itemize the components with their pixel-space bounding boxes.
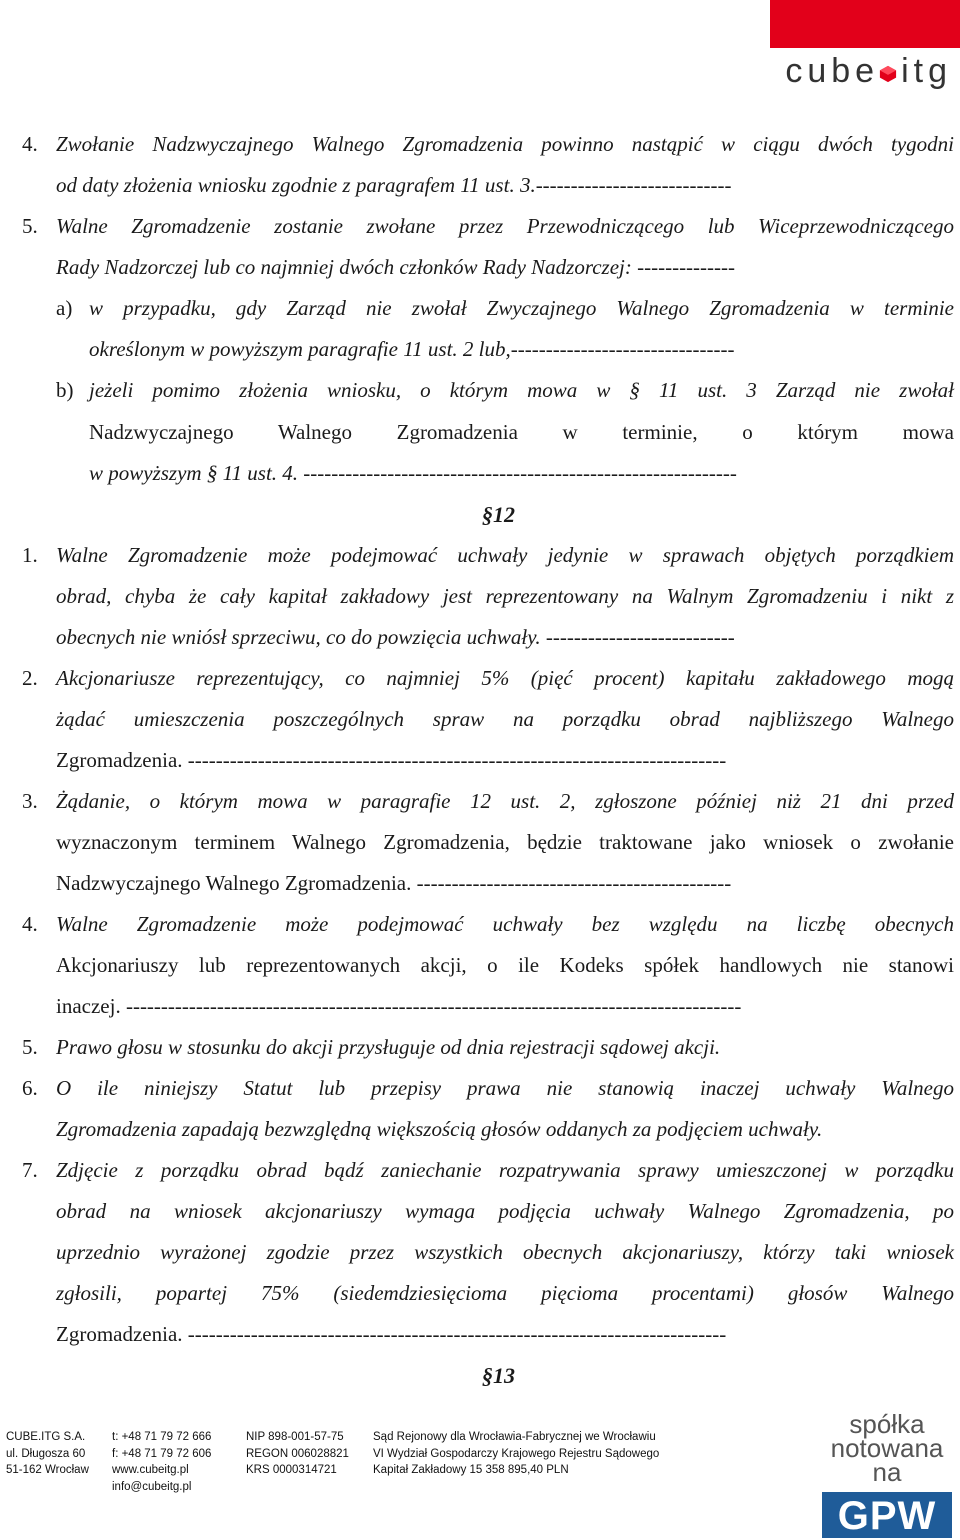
paragraph-line: żądać umieszczenia poszczególnych spraw na porządku obrad najbliższego Walnego [56, 707, 954, 731]
paragraph-line: Rady Nadzorczej lub co najmniej dwóch członków Rady Nadzorczej: -------------- [56, 255, 736, 279]
footer-contact [112, 1429, 211, 1495]
gpw-logo: GPW [822, 1492, 952, 1538]
gpw-line-1: spółka [849, 1409, 925, 1439]
gpw-line-2: notowana na [830, 1433, 944, 1487]
logo-text-left: cube [785, 52, 880, 90]
paragraph-line: Zwołanie Nadzwyczajnego Walnego Zgromadzenia powinno nastąpić w ciągu dwóch tygodni [56, 132, 954, 156]
footer-registry [246, 1429, 349, 1479]
footer-text: Kapitał Zakładowy 15 358 895,40 PLN [373, 1464, 569, 1476]
paragraph-line: uprzednio wyrażonej zgodzie przez wszystkich obecnych akcjonariuszy, którzy taki wniosek [56, 1240, 954, 1264]
paragraph-line: Walne Zgromadzenie zostanie zwołane przez Przewodniczącego lub Wiceprzewodniczącego [56, 214, 954, 238]
section-heading-13: §13 [482, 1363, 515, 1388]
paragraph-line: określonym w powyższym paragrafie 11 ust. 2 lub,-------------------------------- [89, 337, 735, 361]
item-number: 2. [22, 666, 38, 690]
footer-text: VI Wydział Gospodarczy Krajowego Rejestru Sądowego [373, 1447, 660, 1460]
paragraph-line: w przypadku, gdy Zarząd nie zwołał Zwyczajnego Walnego Zgromadzenia w terminie [89, 296, 954, 320]
item-number: 1. [22, 543, 38, 567]
footer-text: Sąd Rejonowy dla Wrocławia-Fabrycznej we Wrocławiu [373, 1431, 656, 1443]
paragraph-line: Nadzwyczajnego Walnego Zgromadzenia. --------------------------------------------- [56, 871, 732, 895]
cubeitg-logo [785, 52, 952, 91]
paragraph-line: obrad na wniosek akcjonariuszy wymaga podjęcia uchwały Walnego Zgromadzenia, po [56, 1199, 954, 1223]
paragraph-line: Nadzwyczajnego Walnego Zgromadzenia w terminie, o którym mowa [89, 420, 954, 444]
item-number: 5. [22, 214, 38, 238]
footer-text: CUBE.ITG S.A. [6, 1431, 86, 1443]
paragraph-line: inaczej. ---------------------------------------------------------------------------------------- [56, 994, 742, 1018]
item-number: 5. [22, 1035, 38, 1059]
paragraph-line: Zgromadzenia zapadają bezwzględną większością głosów oddanych za podjęciem uchwały. [56, 1117, 823, 1141]
paragraph-line: Walne Zgromadzenie może podejmować uchwały bez względu na liczbę obecnych [56, 912, 954, 936]
paragraph-line: od daty złożenia wniosku zgodnie z paragrafem 11 ust. 3.---------------------------- [56, 173, 732, 197]
item-number: 7. [22, 1158, 38, 1182]
gpw-badge [822, 1409, 952, 1538]
footer-text: NIP 898-001-57-75 [246, 1431, 344, 1443]
paragraph-line: obecnych nie wniósł sprzeciwu, co do powzięcia uchwały. --------------------------- [56, 625, 735, 649]
paragraph-line: Prawo głosu w stosunku do akcji przysługuje od dnia rejestracji sądowej akcji. [56, 1035, 721, 1059]
paragraph-line: Zgromadzenia. ----------------------------------------------------------------------------- [56, 748, 727, 772]
footer-company [6, 1429, 89, 1479]
paragraph-line: obrad, chyba że cały kapitał zakładowy jest reprezentowany na Walnym Zgromadzeniu i nikt z [56, 584, 954, 608]
paragraph-line: Walne Zgromadzenie może podejmować uchwały jedynie w sprawach objętych porządkiem [56, 543, 954, 567]
paragraph-line: wyznaczonym terminem Walnego Zgromadzenia, będzie traktowane jako wniosek o zwołanie [56, 830, 954, 854]
paragraph-line: Żądanie, o którym mowa w paragrafie 12 ust. 2, zgłoszone później niż 21 dni przed [56, 789, 954, 813]
cube-icon [879, 65, 897, 83]
footer-text: KRS 0000314721 [246, 1464, 337, 1476]
footer-text: 51-162 Wrocław [6, 1464, 89, 1476]
paragraph-line: Akcjonariusze reprezentujący, co najmniej 5% (pięć procent) kapitału zakładowego mogą [56, 666, 954, 690]
paragraph-line: Zgromadzenia. ----------------------------------------------------------------------------- [56, 1322, 727, 1346]
paragraph-line: jeżeli pomimo złożenia wniosku, o którym mowa w § 11 ust. 3 Zarząd nie zwołał [89, 378, 954, 402]
item-number: 6. [22, 1076, 38, 1100]
paragraph-line: zgłosili, popartej 75% (siedemdziesięcioma pięcioma procentami) głosów Walnego [56, 1281, 954, 1305]
section-heading-12: §12 [482, 502, 515, 527]
item-number: 3. [22, 789, 38, 813]
footer-text: REGON 006028821 [246, 1447, 349, 1460]
item-number: 4. [22, 132, 38, 156]
page-footer [0, 1425, 960, 1526]
footer-website-link[interactable]: www.cubeitg.pl [112, 1464, 189, 1476]
footer-text: ul. Długosza 60 [6, 1447, 86, 1460]
header-red-bar [770, 0, 960, 48]
paragraph-line: Akcjonariuszy lub reprezentowanych akcji, o ile Kodeks spółek handlowych nie stanowi [56, 953, 954, 977]
footer-court [373, 1429, 659, 1479]
logo-text-right: itg [901, 52, 952, 90]
footer-email-link[interactable]: info@cubeitg.pl [112, 1480, 192, 1493]
footer-phone: t: +48 71 79 72 666 [112, 1431, 212, 1443]
sub-item-label: b) [56, 378, 74, 402]
paragraph-line: Zdjęcie z porządku obrad bądź zaniechanie rozpatrywania sprawy umieszczonej w porządku [56, 1158, 954, 1182]
footer-fax: f: +48 71 79 72 606 [112, 1447, 212, 1460]
paragraph-line: w powyższym § 11 ust. 4. -------------------------------------------------------------- [89, 461, 737, 485]
paragraph-line: O ile niniejszy Statut lub przepisy prawa nie stanowią inaczej uchwały Walnego [56, 1076, 954, 1100]
sub-item-label: a) [56, 296, 73, 320]
item-number: 4. [22, 912, 38, 936]
